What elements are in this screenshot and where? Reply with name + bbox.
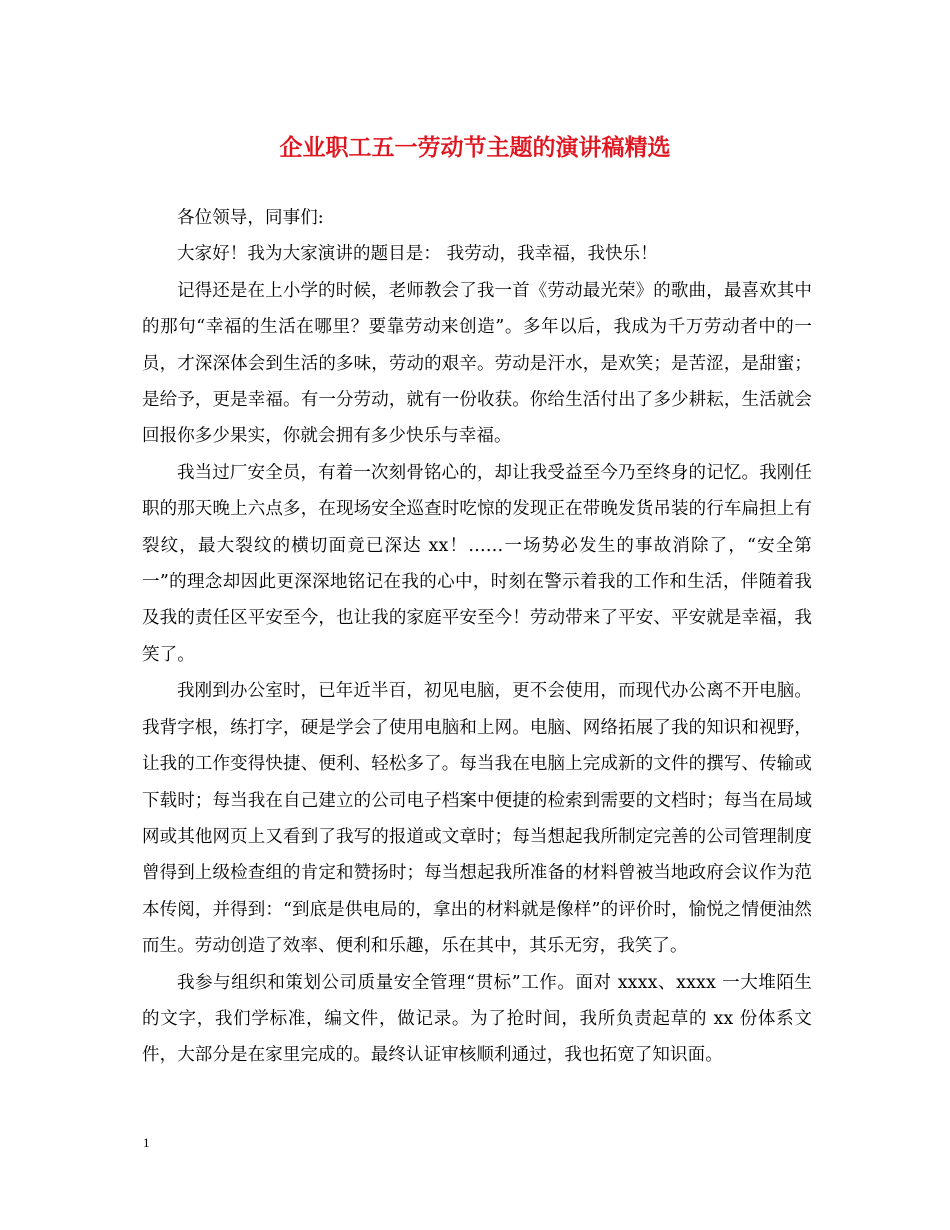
- document-body: [142, 200, 812, 1074]
- paragraph-childhood: 记得还是在上小学的时候，老师教会了我一首《劳动最光荣》的歌曲，最喜欢其中的那句“幸福的生活在哪里？要靠劳动来创造”。多年以后，我成为千万劳动者中的一员，才深深体会到生活的多味，劳动的艰辛。劳动是汗水，是欢笑；是苦涩，是甜蜜；是给予，更是幸福。有一分劳动，就有一份收获。你给生活付出了多少耕耘，生活就会回报你多少果实，你就会拥有多少快乐与幸福。: [142, 280, 812, 447]
- paragraph-salutation: 各位领导，同事们:: [177, 208, 324, 228]
- paragraph-greeting: 大家好！我为大家演讲的题目是： 我劳动，我幸福，我快乐！: [177, 244, 658, 265]
- page-number: 1: [143, 1135, 150, 1150]
- paragraph-computer: 我刚到办公室时，已年近半百，初见电脑，更不会使用，而现代办公离不开电脑。我背字根，练打字，硬是学会了使用电脑和上网。电脑、网络拓展了我的知识和视野，让我的工作变得快捷、便利、轻松多了。每当我在电脑上完成新的文件的撰写、传输或下载时；每当我在自己建立的公司电子档案中便捷的检索到需要的文档时；每当在局域网或其他网页上又看到了我写的报道或文章时；每当想起我所制定完善的公司管理制度曾得到上级检查组的肯定和赞扬时；每当想起我所准备的材料曾被当地政府会议作为范本传阅，并得到：“到底是供电局的，拿出的材料就是像样”的评价时，愉悦之情便油然而生。劳动创造了效率、便利和乐趣，乐在其中，其乐无穷，我笑了。: [142, 681, 812, 957]
- document-title: 企业职工五一劳动节主题的演讲稿精选: [279, 134, 671, 161]
- paragraph-safety: 我当过厂安全员，有着一次刻骨铭心的，却让我受益至今乃至终身的记忆。我刚任职的那天晚上六点多，在现场安全巡查时吃惊的发现正在带晚发货吊装的行车扁担上有裂纹，最大裂纹的横切面竟已深达 xx！……一场势必发生的事故消除了，“安全第一”的理念却因此更深深地铭记在我的心中，时刻在警示着我的工作和生活，伴随着我及我的责任区平安至今，也让我的家庭平安至今！劳动带来了平安、平安就是幸福，我笑了。: [142, 462, 812, 665]
- paragraph-quality-management: 我参与组织和策划公司质量安全管理“贯标”工作。面对 xxxx、xxxx 一大堆陌生的文字，我们学标准，编文件，做记录。为了抢时间，我所负责起草的 xx 份体系文件，大部分是在家里完成的。最终认证审核顺利通过，我也拓宽了知识面。: [142, 972, 812, 1066]
